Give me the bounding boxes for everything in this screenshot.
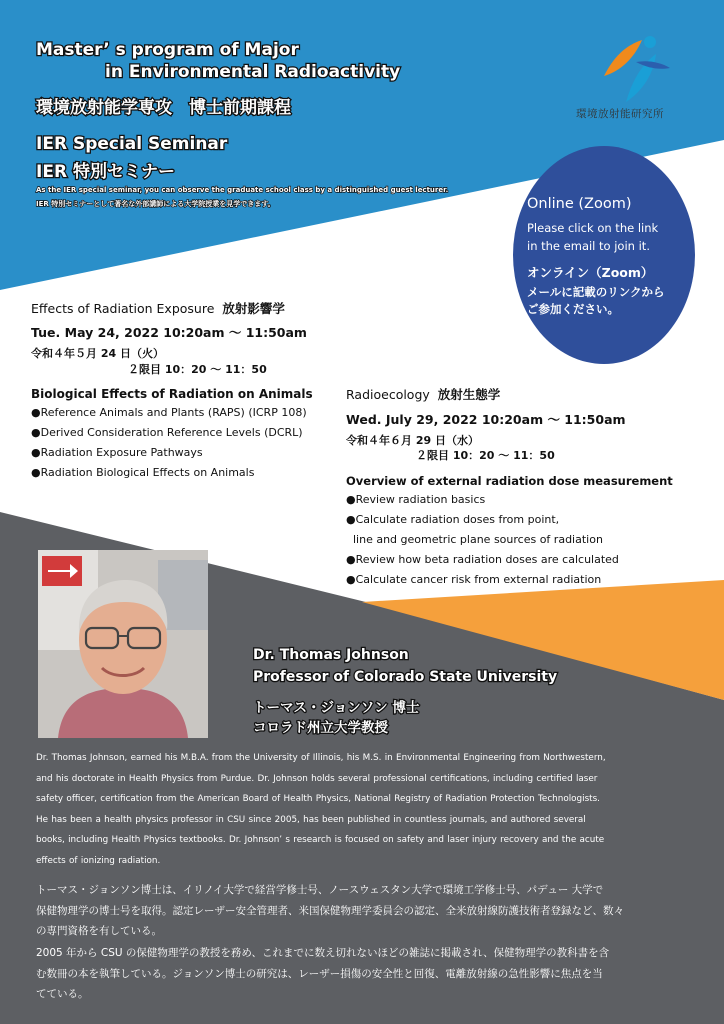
online-instruction-en-2: in the email to join it. [527, 239, 650, 253]
list-item: ●Derived Consideration Reference Levels (DCRL) [31, 426, 303, 439]
bio-line: and his doctorate in Health Physics from Purdue. Dr. Johnson holds several professional certifications, including certified laser [36, 773, 598, 784]
list-item: ●Radiation Exposure Pathways [31, 446, 203, 459]
program-title-line2: in Environmental Radioactivity [105, 62, 401, 82]
seminar-title-ja: IER 特別セミナー [36, 162, 175, 182]
list-item: ●Calculate radiation doses from point, [346, 513, 560, 526]
bio-line: books, including Health Physics textbooks. Dr. Johnson’ s research is focused on safety and laser injury recovery and the acute [36, 835, 605, 845]
lecture1-topic: Biological Effects of Radiation on Animals [31, 387, 313, 401]
speaker-title-ja: コロラド州立大学教授 [253, 720, 388, 736]
online-instruction-en-1: Please click on the link [527, 221, 659, 235]
speaker-photo [38, 550, 208, 738]
program-title-ja: 環境放射能学専攻 博士前期課程 [36, 98, 291, 118]
list-item: ●Review radiation basics [346, 493, 486, 506]
lecture2-title-en: Radioecology [346, 387, 430, 402]
lecture1-date-en: Tue. May 24, 2022 10:20am ～ 11:50am [31, 325, 307, 340]
seminar-intro-en: As the IER special seminar, you can observe the graduate school class by a distinguished guest lecturer. [36, 186, 449, 194]
lecture2-topic: Overview of external radiation dose measurement [346, 474, 673, 488]
list-item: line and geometric plane sources of radiation [346, 533, 603, 546]
list-item: ●Reference Animals and Plants (RAPS) (ICRP 108) [31, 406, 307, 419]
lecture1-period-ja: ２限目 10：20 ～ 11：50 [128, 363, 267, 376]
lecture2-title-ja: 放射生態学 [437, 387, 501, 402]
bio-line: トーマス・ジョンソン博士は、イリノイ大学で経営学修士号、ノースウェスタン大学で環境工学修士号、パデュー 大学で [36, 884, 604, 896]
bio-line: の専門資格を有している。 [36, 925, 162, 937]
seminar-title-en: IER Special Seminar [36, 134, 228, 154]
speaker-name-en: Dr. Thomas Johnson [253, 647, 409, 663]
lecture1-title-en: Effects of Radiation Exposure [31, 301, 215, 316]
speaker-bio-ja-2 [36, 943, 704, 1005]
online-title-ja: オンライン（Zoom） [527, 265, 654, 280]
list-item: ●Review how beta radiation doses are calculated [346, 553, 619, 566]
lecture1-title-ja: 放射影響学 [222, 301, 285, 316]
list-item: ●Calculate cancer risk from external radiation [346, 573, 602, 586]
speaker-bio-en [36, 748, 696, 871]
online-instruction-ja-1: メールに記載のリンクから [527, 285, 665, 299]
online-title: Online (Zoom) [527, 196, 632, 212]
lecture2-title [346, 385, 500, 403]
lecture2-period-ja: ２限目 10：20 ～ 11：50 [416, 449, 555, 462]
bio-line: safety officer, certification from the American Board of Health Physics, National Registry of Radiation Protection Technologists. [36, 794, 600, 804]
lecture1-bullet-list [31, 403, 307, 483]
lecture1-date-ja: 令和４年５月 24 日（火） [31, 347, 164, 360]
seminar-intro-ja: IER 特別セミナーとして著名な外部講師による大学院授業を見学できます。 [36, 200, 275, 208]
online-info-circle [513, 146, 695, 364]
program-title-line1: Master’ s program of Major [36, 40, 299, 60]
lecture2-date-en: Wed. July 29, 2022 10:20am ～ 11:50am [346, 412, 626, 427]
bio-line: 2005 年から CSU の保健物理学の教授を務め、これまでに数え切れないほどの雑誌に掲載され、保健物理学の教科書を含 [36, 947, 610, 959]
institute-logo-text: 環境放射能研究所 [576, 108, 664, 120]
lecture1-title [31, 299, 285, 317]
bio-line: てている。 [36, 988, 89, 1000]
speaker-bio-ja-1 [36, 880, 704, 942]
list-item: ●Radiation Biological Effects on Animals [31, 466, 255, 479]
lecture2-bullet-list [346, 490, 619, 590]
speaker-title-en: Professor of Colorado State University [253, 669, 558, 685]
online-instruction-ja-2: ご参加ください。 [527, 302, 619, 316]
speaker-name-ja: トーマス・ジョンソン 博士 [253, 700, 420, 716]
bio-line: effects of ionizing radiation. [36, 855, 161, 866]
lecture2-date-ja: 令和４年６月 29 日（水） [346, 434, 479, 447]
bio-line: He has been a health physics professor in CSU since 2005, has been published in countless journals, and authored several [36, 814, 586, 825]
bio-line: Dr. Thomas Johnson, earned his M.B.A. from the University of Illinois, his M.S. in Environmental Engineering from Northwestern, [36, 753, 606, 763]
institute-logo-icon [596, 32, 676, 104]
bio-line: 保健物理学の博士号を取得。認定レーザー安全管理者、米国保健物理学委員会の認定、全米放射線防護技術者登録など、数々 [36, 904, 624, 917]
bio-line: む数冊の本を執筆している。ジョンソン博士の研究は、レーザー損傷の安全性と回復、電離放射線の急性影響に焦点を当 [36, 967, 603, 980]
